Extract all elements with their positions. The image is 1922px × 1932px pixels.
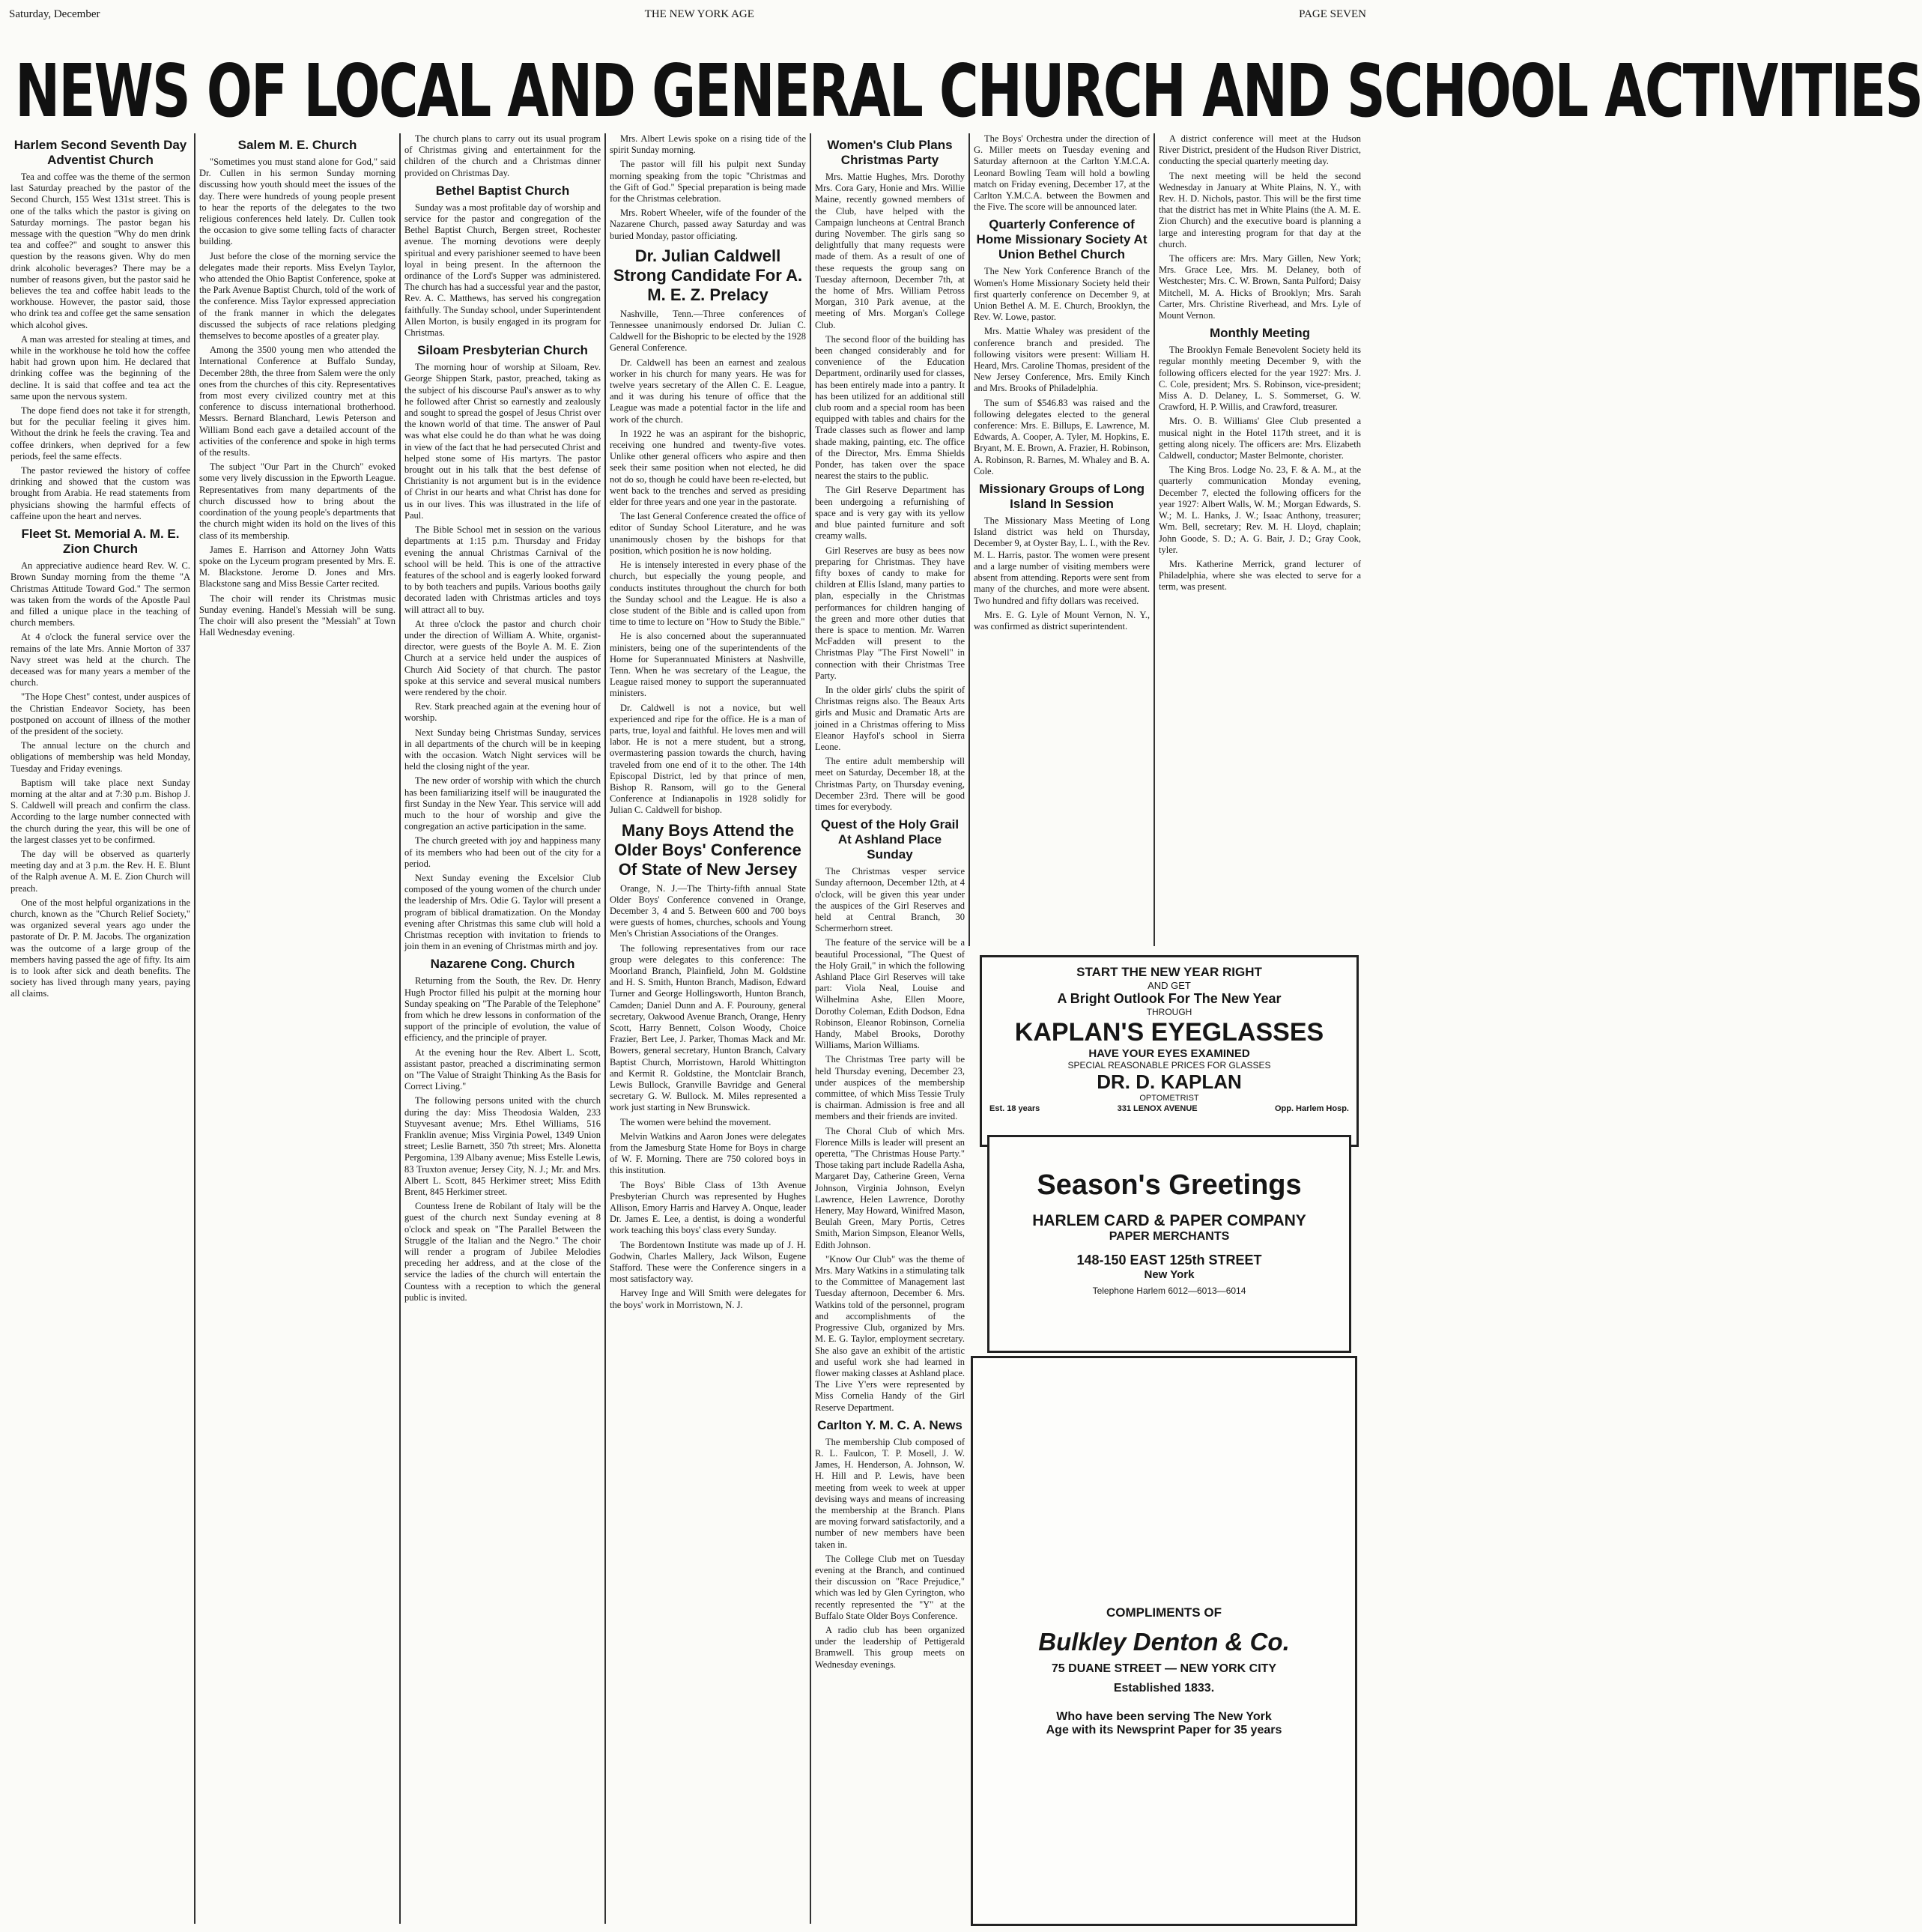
ad-city: New York xyxy=(1144,1268,1195,1281)
article-paragraph: Mrs. E. G. Lyle of Mount Vernon, N. Y., was confirmed as district superintendent. xyxy=(974,609,1150,632)
article-paragraph: Next Sunday evening the Excelsior Club composed of the young women of the church under the leadership of Mrs. Odie G. Taylor will present a program of biblical dramatization. On the Monday evening after Christmas this same club will hold a Christmas reception with invitation to friends to join them in an evening of Christmas mirth and joy. xyxy=(404,872,601,952)
article-paragraph: The Boys' Orchestra under the direction of G. Miller meets on Tuesday evening and Saturday afternoon at the Carlton Y.M.C.A. Leonard Bowling Team will hold a bowling match on Friday evening, December 17, at the Carlton Y.M.C.A. between the Bowmen and the Five. The score will be announced later. xyxy=(974,133,1150,213)
article-paragraph: "The Hope Chest" contest, under auspices of the Christian Endeavor Society, has been postponed on account of illness of the mother of the president of the society. xyxy=(10,691,190,736)
article-paragraph: Mrs. Mattie Hughes, Mrs. Dorothy Mrs. Cora Gary, Honie and Mrs. Willie Maine, recently gowned members of the Club, have helped with the Campaign luncheons at Central Branch during November. The girls sang so delightfully that many requests were made of them. As a result of one of these requests the group sang on Tuesday afternoon, December 7th, at the home of Mrs. William Petross Morgan, 310 Park avenue, at the meeting of Mrs. Morgan's College Club. xyxy=(815,172,965,330)
article-paragraph: The Missionary Mass Meeting of Long Island district was held on Thursday, December 9, at Oyster Bay, L. I., with the Rev. M. L. Harris, pastor. The women were present and a large number of visiting members were absent from attending. Reports were sent from many of the churches, and more were absent. Two hundred and fifty dollars was received. xyxy=(974,515,1150,606)
article-headline: Women's Club Plans Christmas Party xyxy=(827,138,953,167)
news-column xyxy=(10,133,190,1924)
article-paragraph: The church plans to carry out its usual program of Christmas giving and entertainment for the children of the church and a Christmas dinner provided on Christmas Day. xyxy=(404,133,601,178)
ad-doctor: DR. D. KAPLAN xyxy=(1097,1071,1242,1093)
column-rule xyxy=(399,133,401,1924)
ad-phone: Telephone Harlem 6012—6013—6014 xyxy=(1092,1286,1246,1296)
ad-opposite: Opp. Harlem Hosp. xyxy=(1274,1104,1349,1113)
article-paragraph: The church greeted with joy and happiness many of its members who had been out of the city for a period. xyxy=(404,835,601,869)
article-paragraph: Mrs. Albert Lewis spoke on a rising tide of the spirit Sunday morning. xyxy=(610,133,806,156)
issue-date: Saturday, December xyxy=(9,7,100,20)
news-column xyxy=(199,133,395,1924)
ad-tagline: Who have been serving The New York xyxy=(1056,1710,1272,1723)
article-paragraph: Nashville, Tenn.—Three conferences of Tennessee unanimously endorsed Dr. Julian C. Caldwell for the Bishopric to be elected by the 1928 General Conference. xyxy=(610,308,806,354)
article-paragraph: The next meeting will be held the second Wednesday in January at White Plains, N. Y., with Rev. H. D. Nichols, pastor. This will be the first time that the district has met in White Plains (the A. M. E. Zion Church) and the executive board is planning a large and interesting program for that day at the church. xyxy=(1159,170,1361,249)
page-header-line xyxy=(9,6,1366,22)
article-paragraph: The morning hour of worship at Siloam, Rev. George Shippen Stark, pastor, preached, taking as the subject of his discourse Paul's answer as to why he followed after Christ so earnestly and zealously and sought to spread the gospel of Jesus Christ over the known world of that time. The answer of Paul was what else could he do than what he was doing in view of the fact that he had persecuted Christ and helped stone some of His martyrs. The pastor brought out in his talk that the best defense of Christianity is not argument but is in the evidence of Christ in our hearts and what Christ has done for us in our lives. This was illustrated in the life of Paul. xyxy=(404,362,601,521)
article-paragraph: In 1922 he was an aspirant for the bishopric, receiving one hundred and twenty-five votes. Unlike other general officers who aspire and then seek their same position when not elected, he did not do so, though he could have been re-elected, but went back to the trenches and served as presiding elder for three years and one year in the pastorate. xyxy=(610,428,806,508)
article-paragraph: The Christmas vesper service Sunday afternoon, December 12th, at 4 o'clock, will be given this year under the auspices of the Girl Reserves and held at Central Branch, 30 Schermerhorn street. xyxy=(815,866,965,934)
article-paragraph: Mrs. Mattie Whaley was president of the conference branch and presided. The following visitors were present: William H. Heard, Mrs. Caroline Thomas, president of the New Jersey Conference, Mrs. Emily Kinch and Mrs. Brooks of Philadelphia. xyxy=(974,326,1150,394)
news-column xyxy=(610,133,806,1924)
news-column xyxy=(404,133,601,1924)
article-headline: Missionary Groups of Long Island In Session xyxy=(978,482,1145,512)
article-paragraph: Returning from the South, the Rev. Dr. Henry Hugh Proctor filled his pulpit at the morning hour Sunday speaking on "The Parable of the Telephone" from which he drew lessons in conformation of the support of the principle of evolution, the value of efficiency, and the principle of prayer. xyxy=(404,975,601,1044)
column-rule xyxy=(968,133,970,946)
news-column xyxy=(815,133,965,1924)
ad-tagline: Age with its Newsprint Paper for 35 years xyxy=(1046,1724,1282,1736)
article-paragraph: Tea and coffee was the theme of the sermon last Saturday preached by the pastor of the Second Church, 155 West 131st street. This is one of the talks which the pastor is giving on Saturday mornings. The pastor began his message with the question "Why do men drink tea and coffee?" and sought to answer this question by the reasons given. Why do men drink alcoholic beverages? There may be a number of reasons given, but the pastor said he believes the tea and coffee habit leads to the workhouse. However, the pastor said, those who drink tea and coffee get the same sensation which alcohol gives. xyxy=(10,172,190,330)
article-paragraph: An appreciative audience heard Rev. W. C. Brown Sunday morning from the theme "A Christmas Attitude Toward God." The sermon was taken from the words of the Apostle Paul and filled a unique place in the teaching of church members. xyxy=(10,560,190,629)
article-paragraph: Dr. Caldwell is not a novice, but well experienced and ripe for the office. He is a man of parts, true, loyal and faithful. He loves men and will labor. He is not a mere student, but a strong, overmastering passion towards the church, having traveled from one end of it to the other. The 14th Episcopal District, led by that prince of men, Bishop R. Ransom, will go to the General Conference at Indianapolis in 1928 solidly for Julian C. Caldwell for bishop. xyxy=(610,702,806,816)
ad-compliments: COMPLIMENTS OF xyxy=(1106,1605,1222,1620)
article-paragraph: Dr. Caldwell has been an earnest and zealous worker in his church for many years. He was for twelve years secretary of the Allen C. E. League, and it was during his tenure of office that the League was made a potential factor in the life and work of the church. xyxy=(610,357,806,425)
news-column xyxy=(1159,133,1361,946)
ad-address: 331 LENOX AVENUE xyxy=(1117,1104,1198,1113)
article xyxy=(974,482,1150,632)
article-headline: Nazarene Cong. Church xyxy=(430,957,575,972)
article-paragraph: Melvin Watkins and Aaron Jones were delegates from the Jamesburg State Home for Boys in charge of W. F. Morning. There are 750 colored boys in this institution. xyxy=(610,1130,806,1176)
ad-greeting: Season's Greetings xyxy=(1037,1169,1302,1201)
article-paragraph: The Boys' Bible Class of 13th Avenue Presbyterian Church was represented by Hughes Allison, Emory Harris and Harvey A. Onque, leader Dr. James E. Lee, a dentist, is doing a wonderful work teaching this boys' class every Sunday. xyxy=(610,1179,806,1236)
article-paragraph: Among the 3500 young men who attended the International Conference at Buffalo Sunday, December 28th, the three from Salem were the only ones from the churches of this city. Representatives from most every civilized country met at this conference to discuss international brotherhood. Messrs. Bernard Blanchard, Lewis Peterson and William Bond each gave a detailed account of the activities of the conference and spoke in high terms of the results. xyxy=(199,345,395,458)
article xyxy=(815,138,965,813)
bulkley-denton-ad xyxy=(971,1356,1357,1926)
ad-address: 148-150 EAST 125th STREET xyxy=(1076,1253,1262,1268)
ad-brand: KAPLAN'S EYEGLASSES xyxy=(1014,1018,1324,1047)
article-paragraph: Mrs. Robert Wheeler, wife of the founder of the Nazarene Church, passed away Saturday and was buried Monday, pastor officiating. xyxy=(610,208,806,241)
article-paragraph: The Christmas Tree party will be held Thursday evening, December 23, under auspices of the membership committee, of which Miss Tessie Truly is chairman. Admission is free and all members and their friends are invited. xyxy=(815,1054,965,1122)
article-paragraph: He is also concerned about the superannuated ministers, being one of the superintendents of the Home for Superannuated Ministers at Nashville, Tenn. When he was secretary of the League, the League raised money to support the superannuated ministers. xyxy=(610,631,806,699)
article xyxy=(610,133,806,242)
news-column xyxy=(974,133,1150,946)
article-paragraph: The Choral Club of which Mrs. Florence Mills is leader will present an operetta, "The Christmas House Party." Those taking part include Radella Asha, Margaret Day, Catherine Green, Verna Johnson, Virginia Johnson, Evelyn Lawrence, Helen Lawrence, Dorothy Henery, May Howard, Winifred Mason, Beulah Green, Mary Portis, Cetres Smith, Marion Simpson, Eleanor Wells, Edith Johnson. xyxy=(815,1125,965,1250)
newspaper-name: THE NEW YORK AGE xyxy=(644,7,754,20)
article xyxy=(610,821,806,1311)
article xyxy=(1159,133,1361,321)
article-paragraph: Orange, N. J.—The Thirty-fifth annual State Older Boys' Conference convened in Orange, December 3, 4 and 5. Between 600 and 700 boys were guests of homes, churches, schools and Young Men's Christian Associations of the Oranges. xyxy=(610,882,806,939)
article xyxy=(610,246,806,817)
ad-line: A Bright Outlook For The New Year xyxy=(1057,991,1282,1006)
article xyxy=(404,957,601,1303)
article-paragraph: The following representatives from our race group were delegates to this conference: The Moorland Branch, Plainfield, John M. Goldstine and H. S. Smith, Hunton Branch, Madison, Edward Turner and George Hollingsworth, Hunton Branch, Camden; Daniel Dunn and A. F. Pourouny, general secretary, Oakwood Avenue Branch, Orange, Henry Scott, Harry Bennett, Colson Woody, Choice Frazier, Bert Lee, J. Parker, Thomas Mack and Mr. Bowers, general secretary, Hunton Branch, Calvary Baptist Church, Morristown, Harold Whittington and Kermit R. Goldstine, the Montclair Branch, Lewis Bullock, Granville Bavridge and General secretary G. W. Bullock. M. Miles represented a work just starting in New Brunswick. xyxy=(610,942,806,1113)
article-paragraph: A radio club has been organized under the leadership of Pettigerald Bramwell. This group meets on Wednesday evenings. xyxy=(815,1624,965,1670)
article-paragraph: The subject "Our Part in the Church" evoked some very lively discussion in the Epworth League. Representatives from many departments of the church discussed how to bring about the coordination of the young people's departments that the church might widen its hold on the lives of this class of its membership. xyxy=(199,461,395,541)
article-paragraph: At three o'clock the pastor and church choir under the direction of William A. White, organist-director, were guests of the Boyle A. M. E. Zion Church at a service held under the auspices of Church Aid Society of that church. The pastor spoke at this service and several musical numbers were rendered by the choir. xyxy=(404,618,601,697)
column-rule xyxy=(194,133,195,1924)
article-paragraph: Harvey Inge and Will Smith were delegates for the boys' work in Morristown, N. J. xyxy=(610,1288,806,1310)
article-paragraph: The entire adult membership will meet on Saturday, December 18, at the Christmas Party, on Thursday evening, December 23rd. There will be good times for everybody. xyxy=(815,756,965,812)
article-paragraph: The pastor reviewed the history of coffee drinking and showed that the custom was brought from Arabia. He read statements from physicians showing the harmful effects of caffeine upon the heart and nerves. xyxy=(10,465,190,521)
column-rule xyxy=(810,133,811,1924)
article-paragraph: Girl Reserves are busy as bees now preparing for Christmas. They have fifty boxes of candy to make for children at Ellis Island, many parties to plan, especially in the Christmas performances for children hanging of the green and more other duties that there is space to mention. Mr. Warren McFadden will present to the Christmas Play "The First Nowell" in connection with their Christmas Tree Party. xyxy=(815,545,965,681)
article-paragraph: A district conference will meet at the Hudson River District, president of the Hudson River District, conducting the special quarterly meeting day. xyxy=(1159,133,1361,167)
article-paragraph: The dope fiend does not take it for strength, but for the peculiar feeling it gives him. Without the drink he feels the craving. Tea and coffee drinkers, when deprived for a few periods, feel the same effects. xyxy=(10,405,190,461)
ad-company: Bulkley Denton & Co. xyxy=(1038,1628,1290,1656)
article-paragraph: Just before the close of the morning service the delegates made their reports. Miss Evelyn Taylor, who attended the Ohio Baptist Conference, spoke at the Park Avenue Baptist Church, told of the work of the conference. Miss Taylor expressed appreciation of the frank manner in which the delegates discussed the subjects of race relations pledging themselves to become apostles of a greater play. xyxy=(199,250,395,342)
article-paragraph: The following persons united with the church during the day: Miss Theodosia Walden, 233 Stuyvesant avenue; Mrs. Ethel Williams, 516 Franklin avenue; Miss Virginia Powel, 1349 Union street; Leslie Barnett, 350 7th street; Mrs. Alonetta Pergomina, 139 Albany avenue; Miss Estelle Lewis, 83 Truxton avenue; Jersey City, N. J.; Mr. and Mrs. Albert L. Scott, 845 Herkimer street; Miss Edith Brent, 845 Herkimer street. xyxy=(404,1095,601,1198)
article-paragraph: At 4 o'clock the funeral service over the remains of the late Mrs. Annie Morton of 337 Navy street was held at the church. The deceased was for many years a member of the church. xyxy=(10,632,190,688)
article xyxy=(199,138,395,638)
article-paragraph: The membership Club composed of R. L. Faulcon, T. P. Mosell, J. W. James, H. Henderson, A. Johnson, W. H. Hill and P. Lewis, have been meeting from week to week at upper devising ways and means of increasing the membership at the Branch. Plans are moving forward satisfactorily, and a number of new members have been taken in. xyxy=(815,1436,965,1550)
article-headline: Harlem Second Seventh Day Adventist Church xyxy=(13,138,187,167)
kaplan-eyeglasses-ad xyxy=(980,955,1359,1147)
article-paragraph: At the evening hour the Rev. Albert L. Scott, assistant pastor, preached a discriminating sermon on "The Value of Straight Thinking As the Basis for Correct Living." xyxy=(404,1047,601,1092)
article-paragraph: A man was arrested for stealing at times, and while in the workhouse he told how the coffee habit had grown upon him. He declared that drinking coffee was the beginning of the decline. It is said that coffee and tea act the same upon the nervous system. xyxy=(10,333,190,402)
article xyxy=(974,217,1150,477)
page-number: PAGE SEVEN xyxy=(1299,7,1366,20)
article xyxy=(404,343,601,952)
ad-address: 75 DUANE STREET — NEW YORK CITY xyxy=(1051,1662,1277,1675)
article-headline: Quarterly Conference of Home Missionary Society At Union Bethel Church xyxy=(976,217,1148,262)
article xyxy=(404,184,601,339)
article-paragraph: Next Sunday being Christmas Sunday, services in all departments of the church will be in keeping with the occasion. Watch Night services will be held the closing night of the year. xyxy=(404,727,601,772)
article-paragraph: The Brooklyn Female Benevolent Society held its regular monthly meeting December 9, with the following officers elected for the year 1927: Mrs. J. C. Cole, president; Mrs. S. Robinson, vice-president; Miss A. D. Delaney, L. S. Sommerset, G. W. Crawford, H. P. Willis, and Crawford, treasurer. xyxy=(1159,345,1361,413)
article-paragraph: The annual lecture on the church and obligations of membership was held Monday, Tuesday and Friday evenings. xyxy=(10,740,190,774)
column-rule xyxy=(1153,133,1155,946)
article-headline: Monthly Meeting xyxy=(1209,326,1311,341)
article-paragraph: The last General Conference created the office of editor of Sunday School Literature, and he was unanimously chosen by the bishops for that position, which position he is now holding. xyxy=(610,511,806,556)
article-paragraph: The second floor of the building has been changed considerably and for convenience of the Education Department, ordinarily used for classes, has been entirely made into a pantry. It has been utilized for an additional still club room and a special room has been equipped with tables and chairs for the Trade classes such as flower and lamp shade making, painting, etc. The office of the Director, Mrs. Emma Shields Ponder, has taken over the space nearest the stairs to the public. xyxy=(815,333,965,482)
article xyxy=(815,817,965,1414)
article xyxy=(1159,326,1361,593)
article-paragraph: "Sometimes you must stand alone for God," said Dr. Cullen in his sermon Sunday morning discussing how youth should meet the issues of the day. There were hundreds of young people present to hear the reports of the delegates to the two religious conferences held lately. Dr. Cullen took the occasion to give some telling facts of character building. xyxy=(199,157,395,247)
masthead-headline: NEWS OF LOCAL AND GENERAL CHURCH AND SCHOOL ACTIVITIES xyxy=(15,48,1922,133)
article-paragraph: The officers are: Mrs. Mary Gillen, New York; Mrs. Grace Lee, Mrs. M. Delaney, both of Westchester; Mrs. C. W. Brown, Santa Pulford; Daisy Mitchell, M. A. Hicks of Brooklyn; Mrs. Sarah Carter, Mrs. Christine Riverhead, and Mrs. Lyle of Mount Vernon. xyxy=(1159,253,1361,321)
article-headline: Dr. Julian Caldwell Strong Candidate For A. M. E. Z. Prelacy xyxy=(613,246,803,304)
article-paragraph: The feature of the service will be a beautiful Processional, "The Quest of the Holy Grail," in which the following Ashland Place Girl Reserves will take part: Viola Neal, Louise and Wilhelmina Ashe, Ellen Moore, Dorothy Coleman, Edith Dodson, Edna Robinson, Eleanor Robinson, Cornelia Handy, Mabel Brooks, Dorothy Williams, Marion Williams. xyxy=(815,937,965,1051)
article-paragraph: He is intensely interested in every phase of the church, but especially the young people, and conducts institutes throughout the church for both the Sunday school and the League. He is also a close student of the Bible and is called upon from time to time to lecture on "How to Study the Bible." xyxy=(610,560,806,628)
article xyxy=(815,1418,965,1671)
article-paragraph: One of the most helpful organizations in the church, known as the "Church Relief Society," was organized several years ago under the pastorate of Dr. P. M. Jacobs. The organization was the outcome of a large group of the members having passed the age of fifty. Its aim is to look after sick and death benefits. The society has lived through many years, paying all claims. xyxy=(10,897,190,999)
article-paragraph: Mrs. Katherine Merrick, grand lecturer of Philadelphia, where she was elected to serve for a term, was present. xyxy=(1159,558,1361,593)
article-headline: Fleet St. Memorial A. M. E. Zion Church xyxy=(21,527,180,557)
article-paragraph: The pastor will fill his pulpit next Sunday morning speaking from the topic "Christmas and the Gift of God." Special preparation is being made for the Christmas celebration. xyxy=(610,159,806,205)
article-paragraph: The Bible School met in session on the various departments at 1:15 p.m. Thursday and Friday evening the annual Christmas Carnival of the school will be held. This is one of the attractive features of the school and is eagerly looked forward to by both teachers and pupils. Various booths gaily decorated laden with Christmas articles and toys will attract all to buy. xyxy=(404,524,601,615)
ad-line: OPTOMETRIST xyxy=(1139,1094,1199,1103)
article-paragraph: The new order of worship with which the church has been familiarizing itself will be inaugurated the first Sunday in the New Year. This service will add much to the hour of worship and give the congregation an active participation in the same. xyxy=(404,775,601,832)
article-headline: Salem M. E. Church xyxy=(237,138,357,152)
article-paragraph: James E. Harrison and Attorney John Watts spoke on the Lyceum program presented by Mrs. E. M. Blackstone. Jerome D. Jones and Mrs. Blackstone sang and Miss Bessie Carter recited. xyxy=(199,544,395,590)
article-paragraph: Sunday was a most profitable day of worship and service for the pastor and congregation of the Bethel Baptist Church, Bergen street, Rochester avenue. The morning devotions were deeply spiritual and every parishioner seemed to have been loyal in being present. In the afternoon the ordinance of the Lord's Supper was administered. The church has had a successful year and the pastor, Rev. A. C. Matthews, has served his congregation faithfully. The Sunday school, under Superintendent Allen Morton, is busily engaged in its program for Christmas. xyxy=(404,202,601,339)
article-headline: Carlton Y. M. C. A. News xyxy=(817,1417,962,1432)
ad-line: HAVE YOUR EYES EXAMINED xyxy=(1088,1047,1250,1060)
article xyxy=(10,138,190,522)
article-paragraph: The New York Conference Branch of the Women's Home Missionary Society held their first quarterly conference on December 9, at Union Bethel A. M. E. Church, Brooklyn, the Rev. W. Lowe, pastor. xyxy=(974,266,1150,323)
article-paragraph: In the older girls' clubs the spirit of Christmas reigns also. The Beaux Arts girls and Music and Dramatic Arts are joined in a Christmas offering to Miss Eleanor Hayfol's school in Sierra Leone. xyxy=(815,684,965,752)
article-headline: Siloam Presbyterian Church xyxy=(417,343,588,358)
ad-est: Est. 18 years xyxy=(989,1104,1040,1113)
article-paragraph: Mrs. O. B. Williams' Glee Club presented a musical night in the Hotel 117th street, and it is getting along nicely. The officers are: Mrs. Elizabeth Caldwell, conductor; Master Belmonte, chorister. xyxy=(1159,416,1361,461)
ad-line: THROUGH xyxy=(1146,1007,1192,1017)
article-paragraph: Rev. Stark preached again at the evening hour of worship. xyxy=(404,701,601,724)
article-paragraph: The King Bros. Lodge No. 23, F. & A. M., at the quarterly communication Monday evening, December 7, elected the following officers for the year 1927: Albert Walls, W. M.; Morgan Edwards, S. W.; M. L. Hanks, J. W.; Isaac Anthony, treasurer; Wm. Bell, secretary; Rev. M. H. Lloyd, chaplain; John Goode, S. D.; A. G. Bair, J. D.; Gray Cook, tyler. xyxy=(1159,464,1361,555)
article xyxy=(404,133,601,179)
article-paragraph: Countess Irene de Robilant of Italy will be the guest of the church next Sunday evening at 8 o'clock and speak on "The Parallel Between the Struggle of the Italian and the Negro." The choir will render a program of Jubilee Melodies preceding her address, and at the close of the service the ladies of the church will entertain the Countess with a reception to which the general public is invited. xyxy=(404,1201,601,1303)
article-headline: Quest of the Holy Grail At Ashland Place Sunday xyxy=(820,817,960,862)
article xyxy=(974,133,1150,213)
article-paragraph: "Know Our Club" was the theme of Mrs. Mary Watkins in a stimulating talk to the Committee of Management last Tuesday afternoon, December 6. Mrs. Watkins told of the personnel, program and accomplishments of the Progressive Club, organized by Mrs. M. E. G. Taylor, employment secretary. She also gave an exhibit of the artistic and useful work she had learned in flower making classes at Ashland place. The Live Y'ers were represented by Miss Cornelia Handy of the Girl Reserve Department. xyxy=(815,1253,965,1413)
article-paragraph: The women were behind the movement. xyxy=(620,1116,771,1127)
ad-line: SPECIAL REASONABLE PRICES FOR GLASSES xyxy=(1067,1060,1271,1071)
column-rule xyxy=(604,133,606,1924)
ad-trade: PAPER MERCHANTS xyxy=(1109,1230,1230,1243)
ad-line: AND GET xyxy=(1148,980,1191,991)
article xyxy=(10,527,190,1000)
ad-company: HARLEM CARD & PAPER COMPANY xyxy=(1032,1212,1306,1229)
article-headline: Many Boys Attend the Older Boys' Conference Of State of New Jersey xyxy=(614,820,801,879)
article-paragraph: The choir will render its Christmas music Sunday evening. Handel's Messiah will be sung. The choir will also present the "Messiah" at Town Hall Wednesday evening. xyxy=(199,593,395,638)
ad-established: Established 1833. xyxy=(1113,1682,1215,1695)
article-paragraph: The sum of $546.83 was raised and the following delegates elected to the general conference: Mrs. E. Billups, E. Lawrence, M. Edwards, A. Cooper, A. Tyler, M. Hopkins, E. Bryant, M. E. Brown, A. Frazier, H. Robinson, A. Robinson, R. Barnes, M. Whaley and B. A. Cole. xyxy=(974,397,1150,476)
article-paragraph: The day will be observed as quarterly meeting day and at 3 p.m. the Rev. H. E. Blunt of the Ralph avenue A. M. E. Zion Church will preach. xyxy=(10,848,190,894)
article-paragraph: Baptism will take place next Sunday morning at the altar and at 7:30 p.m. Bishop J. S. Caldwell will preach and confirm the class. According to the large number connected with the church during the year, this will be one of the largest classes yet to be confirmed. xyxy=(10,777,190,845)
article-paragraph: The Bordentown Institute was made up of J. H. Godwin, Charles Mallery, Jack Wilson, Eugene Stafford. These were the Conference singers in a most satisfactory way. xyxy=(610,1239,806,1285)
harlem-card-paper-ad xyxy=(987,1135,1351,1353)
article-paragraph: The Girl Reserve Department has been undergoing a refurnishing of space and is very gay with its yellow and blue painted furniture and soft creamy walls. xyxy=(815,485,965,542)
article-paragraph: The College Club met on Tuesday evening at the Branch, and continued their discussion on "Race Prejudice," which was led by Glen Cyrington, who recently represented the "Y" at the Buffalo State Older Boys Conference. xyxy=(815,1553,965,1621)
article-headline: Bethel Baptist Church xyxy=(435,183,570,198)
ad-line: START THE NEW YEAR RIGHT xyxy=(1076,965,1262,979)
